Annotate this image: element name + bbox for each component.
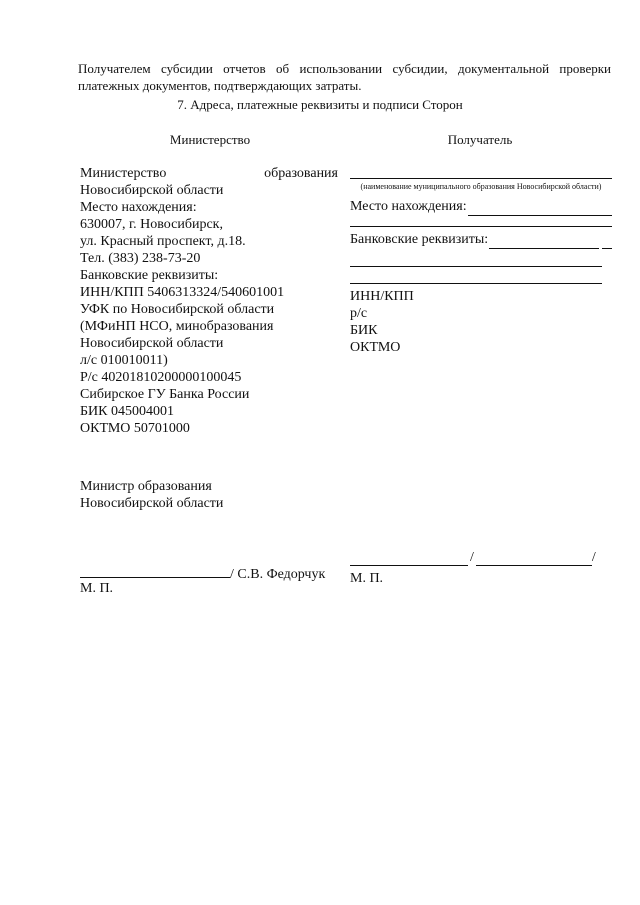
recipient-account-label: р/с <box>350 306 368 321</box>
recipient-name-line <box>350 163 612 179</box>
recipient-bank-field[interactable] <box>489 234 599 249</box>
ministry-line: ОКТМО 50701000 <box>80 421 190 436</box>
ministry-signatory-name: / С.В. Федорчук <box>230 567 326 582</box>
recipient-location-label: Место нахождения: <box>350 199 467 214</box>
minister-title-line1: Министр образования <box>80 479 212 494</box>
recipient-bank-tail-line <box>602 234 612 249</box>
recipient-signature-line <box>350 551 468 566</box>
recipient-signature-separator: / <box>470 550 474 565</box>
recipient-stamp: М. П. <box>350 571 384 586</box>
recipient-signature-block <box>350 548 612 587</box>
recipient-location-row <box>350 198 612 216</box>
recipient-location-extra-line <box>350 216 612 227</box>
ministry-line: л/с 010010011) <box>80 353 168 368</box>
ministry-line: (МФиНП НСО, минобразования <box>80 319 274 334</box>
recipient-details <box>350 163 612 356</box>
ministry-line: УФК по Новосибирской области <box>80 302 275 317</box>
intro-paragraph: Получателем субсидии отчетов об использовании субсидии, документальной проверки платежных документов, подтверждающих затраты. <box>78 61 611 93</box>
minister-title <box>80 478 340 512</box>
recipient-heading: Получатель <box>447 132 513 147</box>
ministry-line: Тел. (383) 238-73-20 <box>80 251 201 266</box>
ministry-line: Р/с 40201810200000100045 <box>80 370 242 385</box>
ministry-stamp: М. П. <box>80 581 114 596</box>
ministry-line: БИК 045004001 <box>80 404 174 419</box>
ministry-name-line <box>80 165 338 182</box>
ministry-signature-line <box>80 563 230 578</box>
ministry-line: Сибирское ГУ Банка России <box>80 387 250 402</box>
ministry-line: Место нахождения: <box>80 200 197 215</box>
ministry-line: Банковские реквизиты: <box>80 268 219 283</box>
ministry-line: ул. Красный проспект, д.18. <box>80 234 246 249</box>
section-title: 7. Адреса, платежные реквизиты и подписи Сторон <box>177 97 463 112</box>
recipient-name-signature-line <box>476 551 592 566</box>
recipient-location-field[interactable] <box>468 201 612 216</box>
ministry-signature-block <box>80 563 340 597</box>
ministry-line: 630007, г. Новосибирск, <box>80 217 223 232</box>
recipient-bank-label: Банковские реквизиты: <box>350 232 489 247</box>
ministry-line: Новосибирской области <box>80 183 224 198</box>
recipient-name-note: (наименование муниципального образования Новосибирской области) <box>360 182 602 191</box>
ministry-line: Новосибирской области <box>80 336 224 351</box>
ministry-name-word1: Министерство <box>80 166 167 181</box>
recipient-inn-label: ИНН/КПП <box>350 289 414 304</box>
recipient-signature-separator-end: / <box>591 550 596 565</box>
recipient-bank-line-2 <box>350 249 602 267</box>
minister-title-line2: Новосибирской области <box>80 496 224 511</box>
ministry-line: ИНН/КПП 5406313324/540601001 <box>80 285 285 300</box>
recipient-bik-label: БИК <box>350 323 378 338</box>
ministry-details <box>80 165 338 437</box>
recipient-bank-line-3 <box>350 267 602 284</box>
ministry-name-word2: образования <box>264 166 338 181</box>
recipient-oktmo-label: ОКТМО <box>350 340 401 355</box>
recipient-bank-row <box>350 231 612 249</box>
ministry-heading: Министерство <box>169 132 251 147</box>
